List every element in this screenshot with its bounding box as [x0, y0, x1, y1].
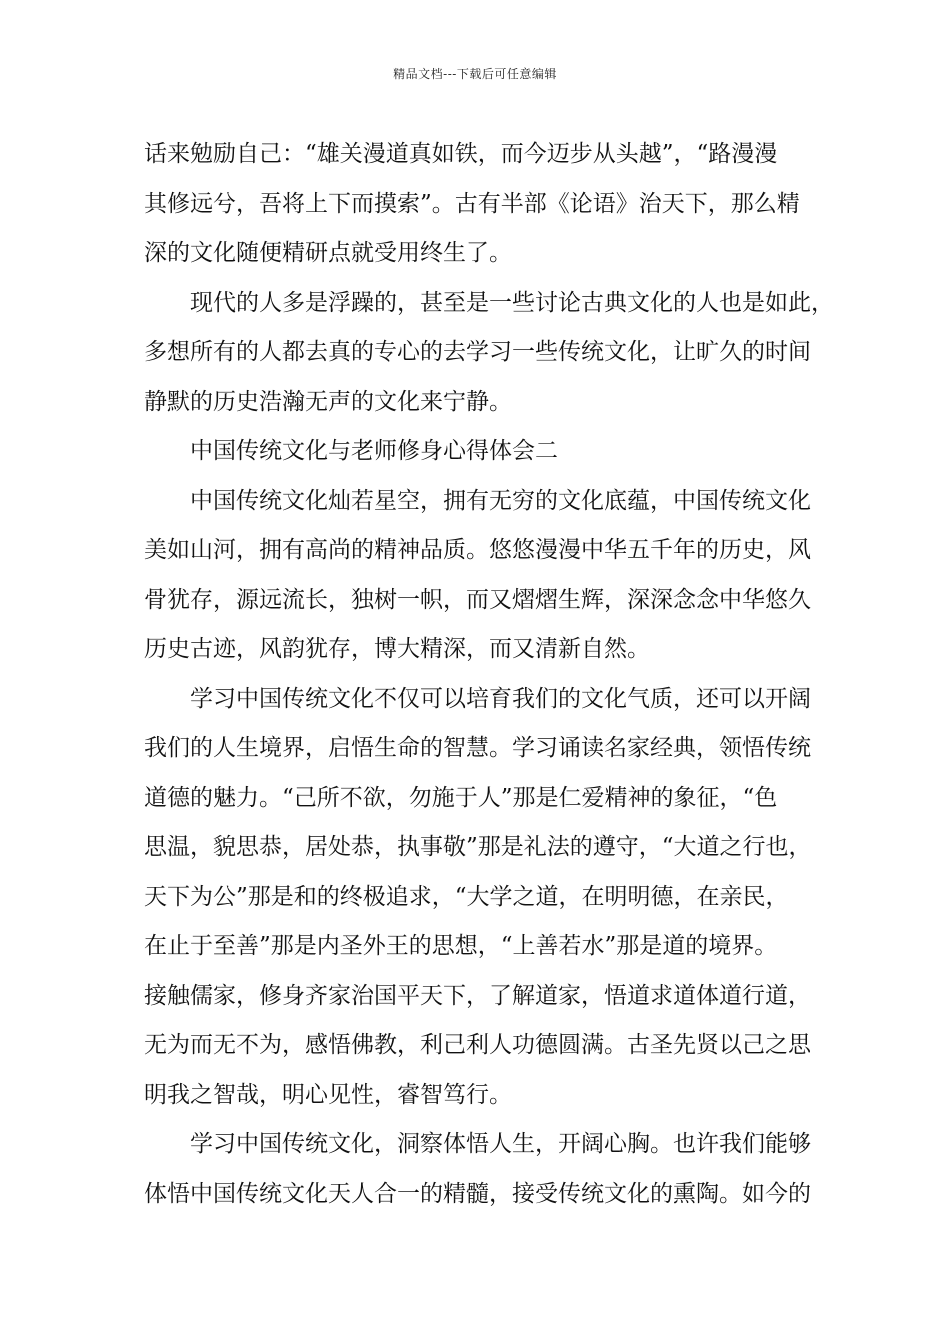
text-line: 天下为公”那是和的终极追求，“大学之道，在明明德，在亲民， — [144, 883, 789, 910]
paragraph-first-line: 学习中国传统文化，洞察体悟人生，开阔心胸。也许我们能够 — [190, 1131, 811, 1157]
text-line: 无为而无不为，感悟佛教，利己利人功德圆满。古圣先贤以己之思 — [144, 1032, 811, 1058]
text-line: 美如山河，拥有高尚的精神品质。悠悠漫漫中华五千年的历史，风 — [144, 537, 811, 563]
page-header: 精品文档---下载后可任意编辑 — [393, 67, 557, 81]
text-line: 深的文化随便精研点就受用终生了。 — [144, 240, 512, 266]
text-line: 静默的历史浩瀚无声的文化来宁静。 — [144, 388, 512, 415]
text-line: 接触儒家，修身齐家治国平天下，了解道家，悟道求道体道行道， — [144, 982, 811, 1009]
text-line: 思温，貌思恭，居处恭，执事敬”那是礼法的遵守，“大道之行也， — [144, 834, 812, 860]
paragraph-first-line: 中国传统文化灿若星空，拥有无穷的文化底蕴，中国传统文化 — [190, 487, 811, 514]
section-heading: 中国传统文化与老师修身心得体会二 — [190, 438, 558, 464]
text-line: 历史古迹，风韵犹存，博大精深，而又清新自然。 — [144, 636, 650, 662]
text-line: 其修远兮，吾将上下而摸索”。古有半部《论语》治天下，那么精 — [144, 190, 800, 217]
text-line: 骨犹存，源远流长，独树一帜，而又熠熠生辉，深深念念中华悠久 — [144, 586, 811, 613]
text-line: 我们的人生境界，启悟生命的智慧。学习诵读名家经典，领悟传统 — [144, 735, 811, 761]
text-line: 体悟中国传统文化天人合一的精髓，接受传统文化的熏陶。如今的 — [144, 1180, 811, 1207]
text-line: 明我之智哉，明心见性，睿智笃行。 — [144, 1081, 512, 1108]
text-line: 话来勉励自己：“雄关漫道真如铁，而今迈步从头越”，“路漫漫 — [144, 141, 778, 167]
text-line: 多想所有的人都去真的专心的去学习一些传统文化，让旷久的时间 — [144, 339, 811, 365]
text-line: 在止于至善”那是内圣外王的思想，“上善若水”那是道的境界。 — [144, 933, 778, 959]
paragraph-first-line: 现代的人多是浮躁的，甚至是一些讨论古典文化的人也是如此， — [190, 289, 834, 316]
paragraph-first-line: 学习中国传统文化不仅可以培育我们的文化气质，还可以开阔 — [190, 685, 811, 712]
document-body — [144, 130, 834, 1219]
text-line: 道德的魅力。“己所不欲，勿施于人”那是仁爱精神的象征，“色 — [144, 784, 778, 811]
